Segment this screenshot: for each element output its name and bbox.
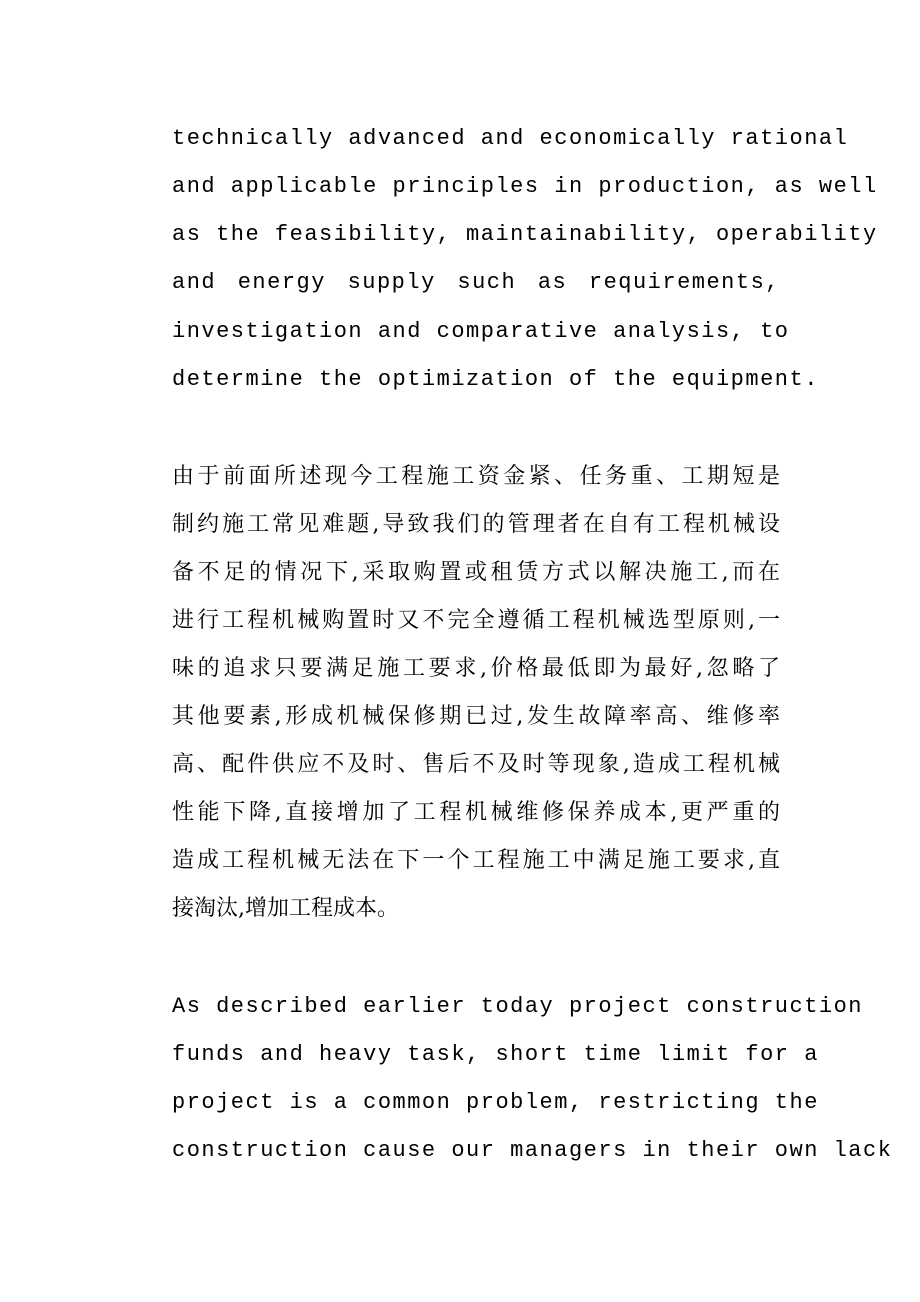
text-line: 制约施工常见难题,导致我们的管理者在自有工程机械设: [172, 512, 780, 537]
text-line: 其他要素,形成机械保修期已过,发生故障率高、维修率: [172, 704, 780, 729]
text-line: As described earlier today project construction: [172, 994, 864, 1019]
text-line: project is a common problem, restricting the: [172, 1090, 819, 1115]
text-line: 造成工程机械无法在下一个工程施工中满足施工要求,直: [172, 848, 780, 873]
text-line: 进行工程机械购置时又不完全遵循工程机械选型原则,一: [172, 608, 780, 633]
text-line: technically advanced and economically rational: [172, 126, 849, 151]
text-line: funds and heavy task, short time limit for a: [172, 1042, 819, 1067]
text-line: 备不足的情况下,采取购置或租赁方式以解决施工,而在: [172, 560, 780, 585]
text-line: and energy supply such as requirements,: [172, 270, 780, 295]
text-line: 由于前面所述现今工程施工资金紧、任务重、工期短是: [172, 464, 780, 489]
text-line: construction cause our managers in their own lack: [172, 1138, 893, 1163]
text-line: as the feasibility, maintainability, operability: [172, 222, 878, 247]
text-line: 性能下降,直接增加了工程机械维修保养成本,更严重的: [172, 800, 780, 825]
text-line: 高、配件供应不及时、售后不及时等现象,造成工程机械: [172, 752, 780, 777]
text-line: 味的追求只要满足施工要求,价格最低即为最好,忽略了: [172, 656, 780, 681]
text-line: determine the optimization of the equipment.: [172, 367, 819, 392]
text-line: 接淘汰,增加工程成本。: [172, 896, 399, 921]
text-line: investigation and comparative analysis, to: [172, 319, 790, 344]
text-line: and applicable principles in production, as well: [172, 174, 878, 199]
